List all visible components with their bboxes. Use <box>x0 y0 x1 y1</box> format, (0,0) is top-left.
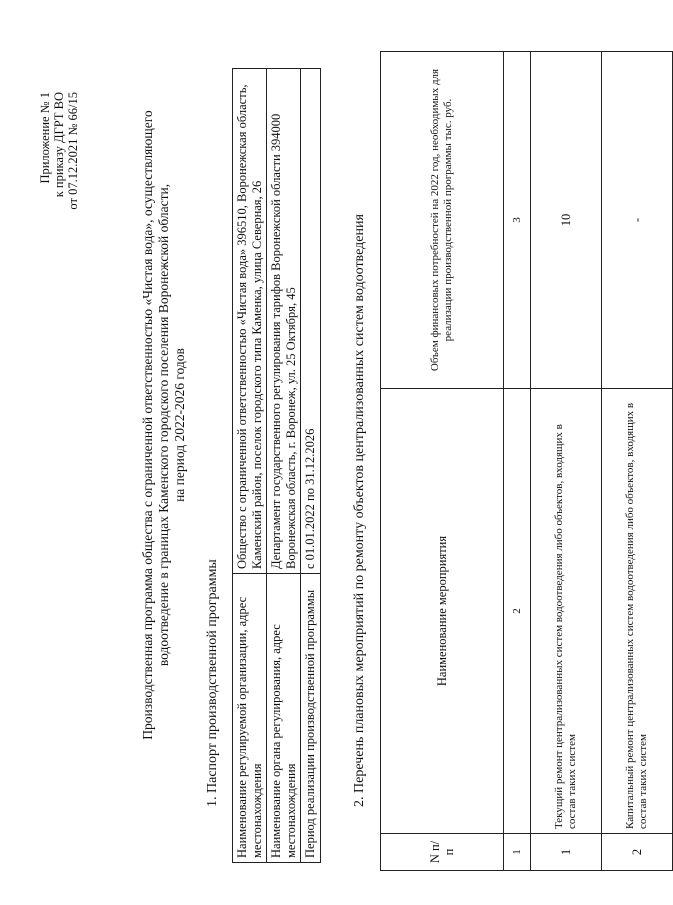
row-num: 1 <box>531 834 602 871</box>
header-name: Наименование мероприятия <box>381 389 504 834</box>
passport-key: Период реализации производственной программы <box>301 574 321 863</box>
appendix-line-3: от 07.12.2021 № 66/15 <box>66 92 80 210</box>
appendix-note <box>38 92 80 210</box>
document-title <box>140 105 188 745</box>
appendix-line-2: к приказу ДГРТ ВО <box>52 92 66 198</box>
passport-table <box>232 68 321 863</box>
table-row <box>267 69 301 863</box>
table-header-row <box>381 52 504 871</box>
row-name: Капитальный ремонт централизованных систем водоотведения либо объектов, входящих в состав таких систем <box>602 389 673 834</box>
passport-value: Департамент государственного регулирования тарифов Воронежской области 394000 Воронежская область, г. Воронеж, ул. 25 Октября, 45 <box>267 69 301 574</box>
section-1-title: 1. Паспорт производственной программы <box>205 559 220 807</box>
appendix-line-1: Приложение № 1 <box>38 92 52 184</box>
table-row <box>602 52 673 871</box>
table-index-row <box>504 52 531 871</box>
table-row <box>531 52 602 871</box>
header-volume: Объем финансовых потребностей на 2022 год, необходимых для реализации производственной программы тыс. руб. <box>381 52 504 389</box>
measures-table <box>380 51 673 871</box>
passport-value: с 01.01.2022 по 31.12.2026 <box>301 69 321 574</box>
row-num: 2 <box>602 834 673 871</box>
title-line-1: Производственная программа общества с ограниченной ответственностью «Чистая вода», осуществляющего <box>140 110 155 740</box>
index-cell: 1 <box>504 834 531 871</box>
passport-key: Наименование регулируемой организации, адрес местонахождения <box>233 574 267 863</box>
row-value: 10 <box>531 52 602 389</box>
header-num: N п/п <box>381 834 504 871</box>
table-row <box>301 69 321 863</box>
passport-key: Наименование органа регулирования, адрес местонахождения <box>267 574 301 863</box>
title-line-3: на период 2022-2026 годов <box>172 348 187 502</box>
passport-value: Общество с ограниченной ответственностью «Чистая вода» 396510, Воронежская область, Каменский район, поселок городского типа Каменка, улица Северная, 26 <box>233 69 267 574</box>
index-cell: 3 <box>504 52 531 389</box>
section-2-title: 2. Перечень плановых мероприятий по ремонту объектов централизованных систем водоотведения <box>352 214 367 807</box>
row-value: - <box>602 52 673 389</box>
row-name: Текущий ремонт централизованных систем водоотведения либо объектов, входящих в состав таких систем <box>531 389 602 834</box>
title-line-2: водоотведение в границах Каменского городского поселения Воронежской области, <box>156 183 171 667</box>
index-cell: 2 <box>504 389 531 834</box>
table-row <box>233 69 267 863</box>
